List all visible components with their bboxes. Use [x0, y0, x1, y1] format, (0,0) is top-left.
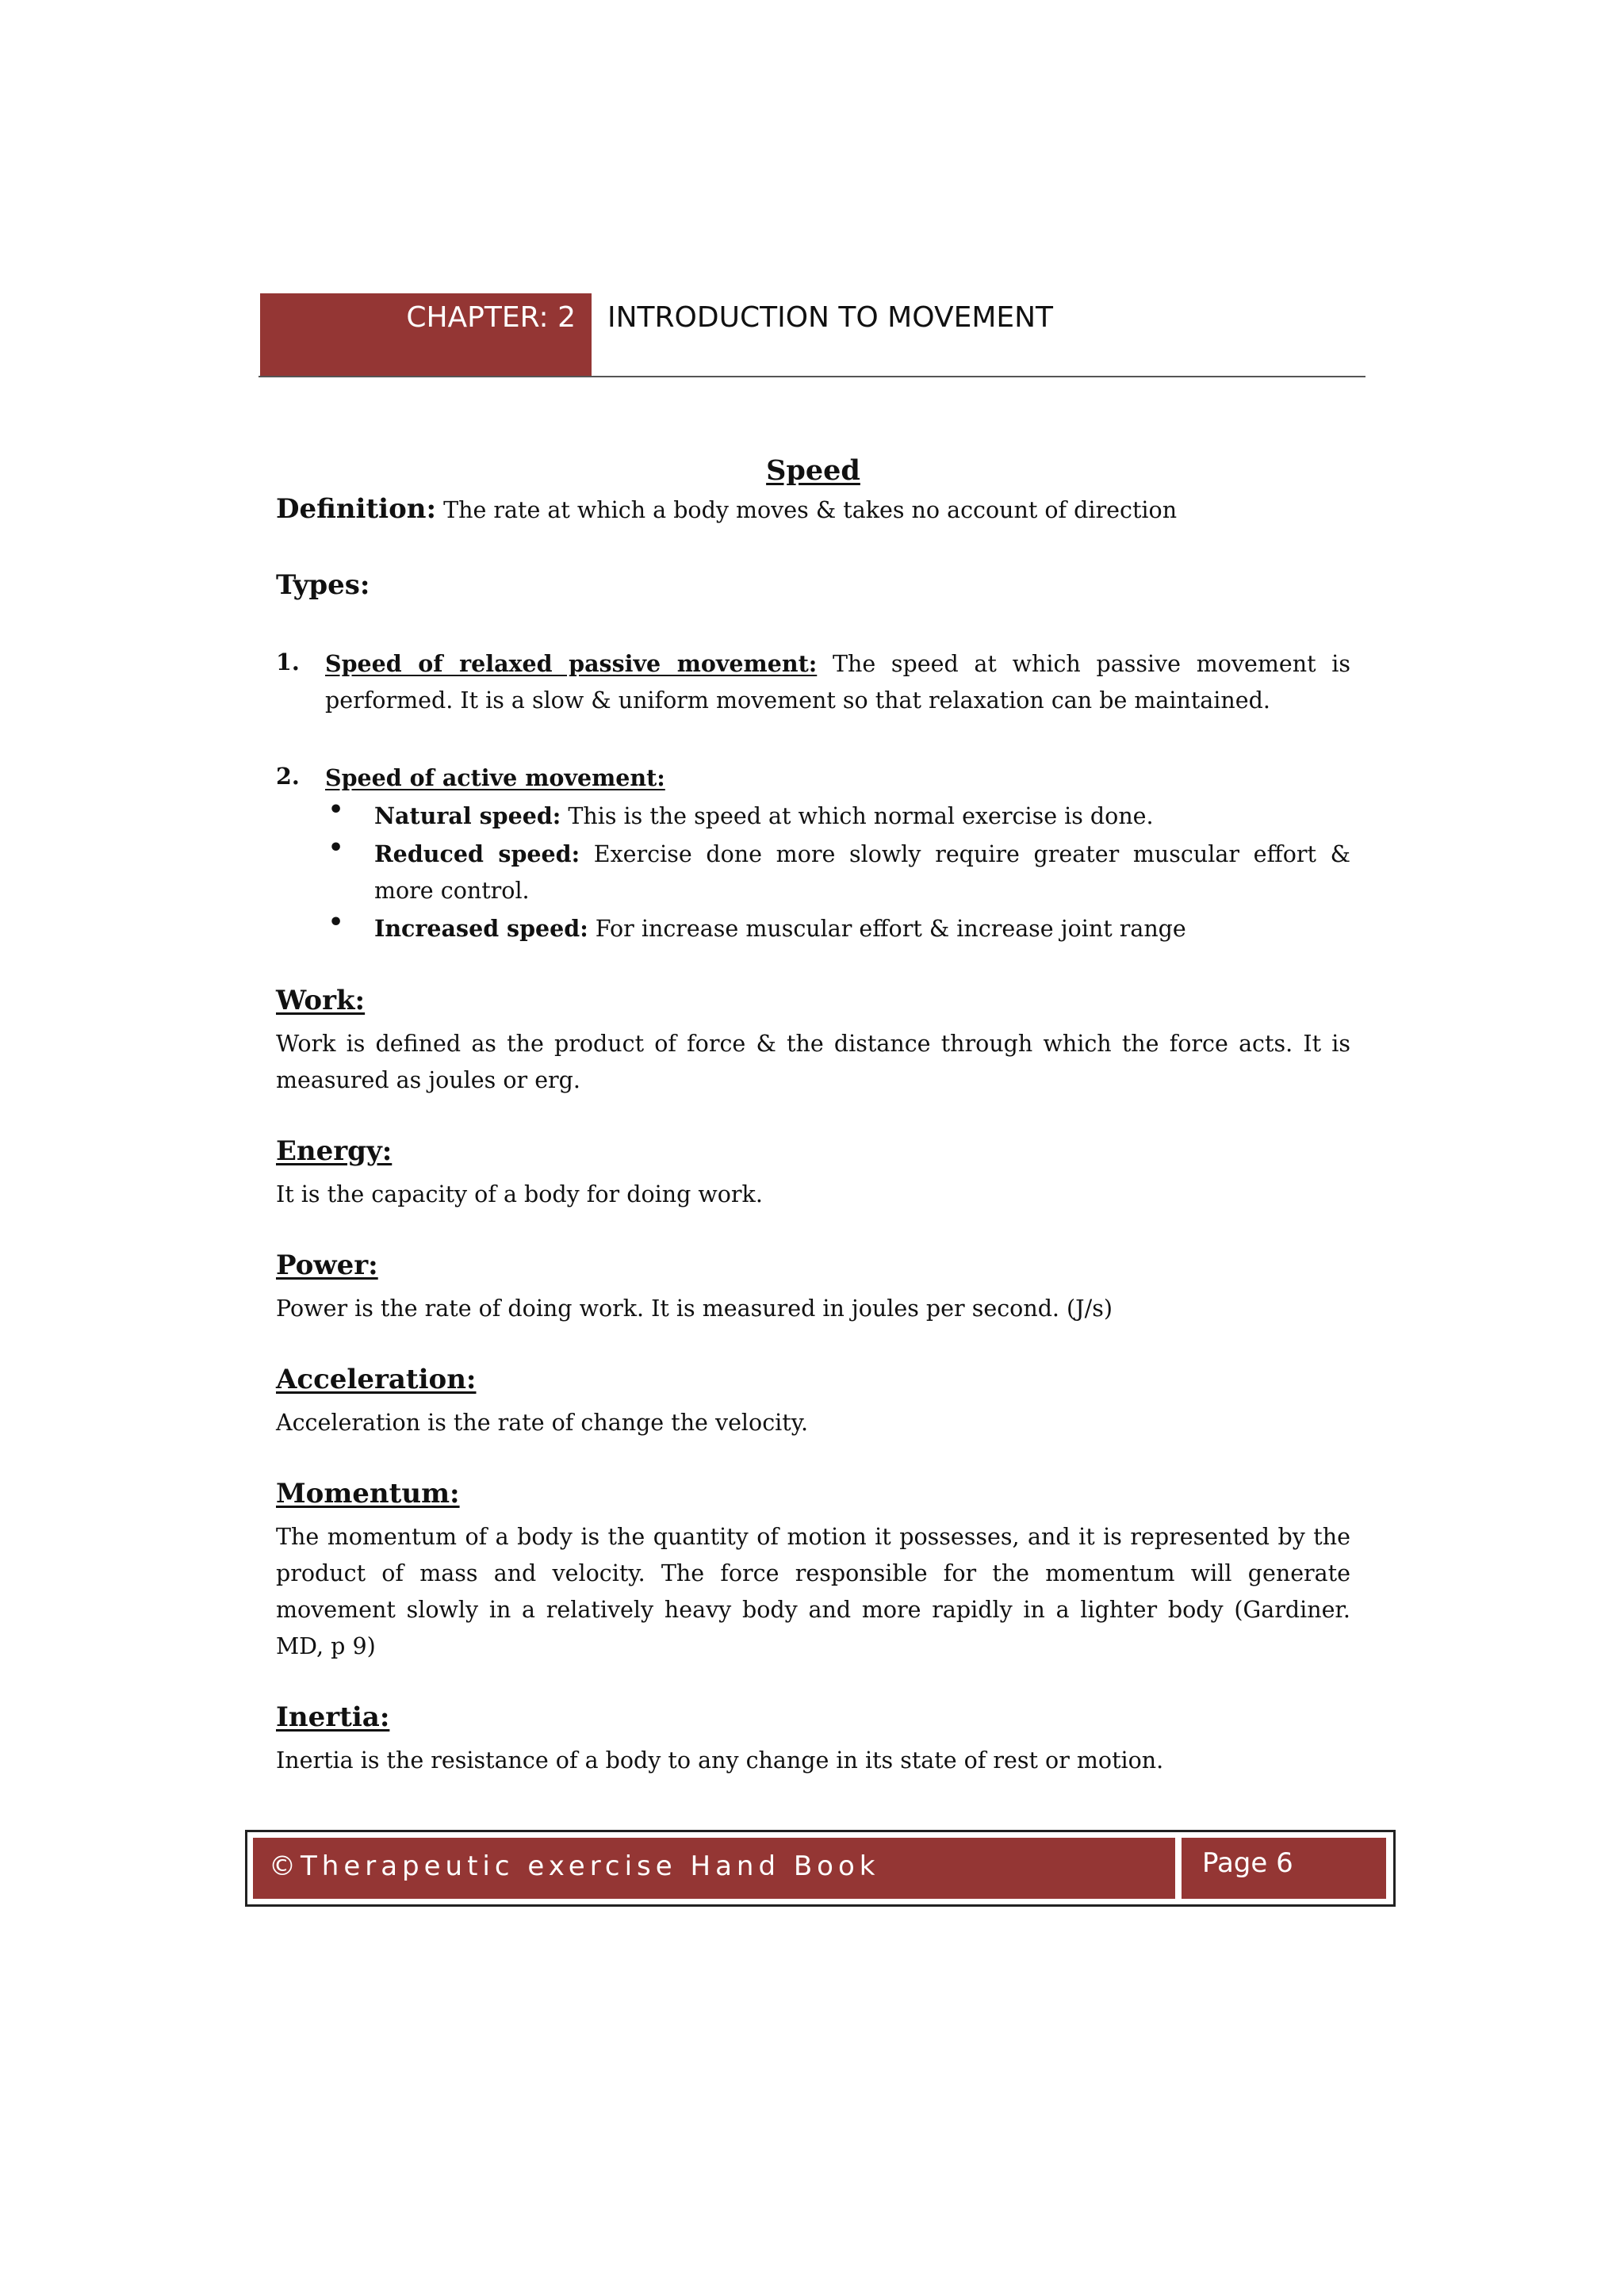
bullet-line — [374, 836, 1350, 873]
section-title-speed — [276, 454, 1350, 487]
speed-definition — [276, 493, 1177, 525]
energy-heading: Energy: — [276, 1135, 393, 1167]
chapter-label-block — [260, 293, 592, 376]
inertia-paragraph: Inertia is the resistance of a body to any change in its state of rest or motion. — [276, 1747, 1164, 1774]
footer-book-title: ©Therapeutic exercise Hand Book — [269, 1850, 880, 1882]
bullet-dot: • — [328, 909, 344, 936]
acceleration-paragraph: Acceleration is the rate of change the velocity. — [276, 1410, 809, 1436]
bullet-item-increased-speed — [374, 910, 1350, 947]
power-heading: Power: — [276, 1249, 378, 1281]
type-item-line — [325, 645, 1350, 683]
page-footer — [245, 1830, 1396, 1907]
definition-term: Definition: — [276, 493, 437, 525]
type-item-relaxed-passive — [325, 645, 1350, 719]
bullet-text: Exercise done more slowly require greater muscular effort & — [593, 841, 1350, 867]
type-number: 2. — [276, 763, 300, 790]
type-number: 1. — [276, 649, 300, 675]
bullet-item-natural-speed — [374, 798, 1350, 835]
paragraph-line: measured as joules or erg. — [276, 1067, 580, 1093]
momentum-paragraph — [276, 1519, 1350, 1665]
types-heading: Types: — [276, 569, 370, 601]
bullet-text: This is the speed at which normal exercise is done. — [568, 803, 1154, 829]
power-paragraph: Power is the rate of doing work. It is measured in joules per second. (J/s) — [276, 1295, 1113, 1322]
footer-page-block — [1182, 1838, 1386, 1899]
type-title: Speed of active movement: — [325, 764, 665, 791]
paragraph-line: movement slowly in a relatively heavy body and more rapidly in a lighter body (Gardiner. — [276, 1597, 1350, 1623]
paragraph-line: product of mass and velocity. The force responsible for the momentum will generate — [276, 1560, 1350, 1586]
bullet-dot: • — [328, 834, 344, 862]
bullet-line: more control. — [374, 878, 530, 904]
chapter-title: INTRODUCTION TO MOVEMENT — [607, 301, 1054, 334]
bullet-term: Reduced speed: — [374, 840, 580, 867]
definition-text: The rate at which a body moves & takes no account of direction — [443, 497, 1178, 523]
type-item-line: performed. It is a slow & uniform movement so that relaxation can be maintained. — [325, 687, 1270, 714]
chapter-header — [259, 293, 1365, 377]
bullet-term: Natural speed: — [374, 802, 561, 829]
type-title: Speed of relaxed passive movement: — [325, 650, 818, 677]
inertia-heading: Inertia: — [276, 1701, 390, 1733]
paragraph-line: MD, p 9) — [276, 1633, 376, 1659]
chapter-label: CHAPTER: 2 — [406, 301, 576, 334]
acceleration-heading: Acceleration: — [276, 1364, 477, 1395]
bullet-item-reduced-speed — [374, 836, 1350, 909]
speed-title-text: Speed — [766, 454, 860, 487]
footer-title-block — [253, 1838, 1175, 1899]
bullet-text: For increase muscular effort & increase joint range — [595, 916, 1186, 942]
paragraph-line: Work is defined as the product of force & the distance through which the force acts. It is — [276, 1031, 1350, 1057]
bullet-term: Increased speed: — [374, 915, 588, 942]
bullet-dot: • — [328, 796, 344, 824]
work-paragraph — [276, 1026, 1350, 1099]
work-heading: Work: — [276, 985, 366, 1016]
page-number: Page 6 — [1202, 1847, 1293, 1879]
paragraph-line: The momentum of a body is the quantity of motion it possesses, and it is represented by the — [276, 1524, 1350, 1550]
type-text: The speed at which passive movement is — [832, 651, 1351, 677]
type-item-active — [325, 760, 1350, 797]
energy-paragraph: It is the capacity of a body for doing work. — [276, 1181, 763, 1207]
momentum-heading: Momentum: — [276, 1478, 460, 1510]
